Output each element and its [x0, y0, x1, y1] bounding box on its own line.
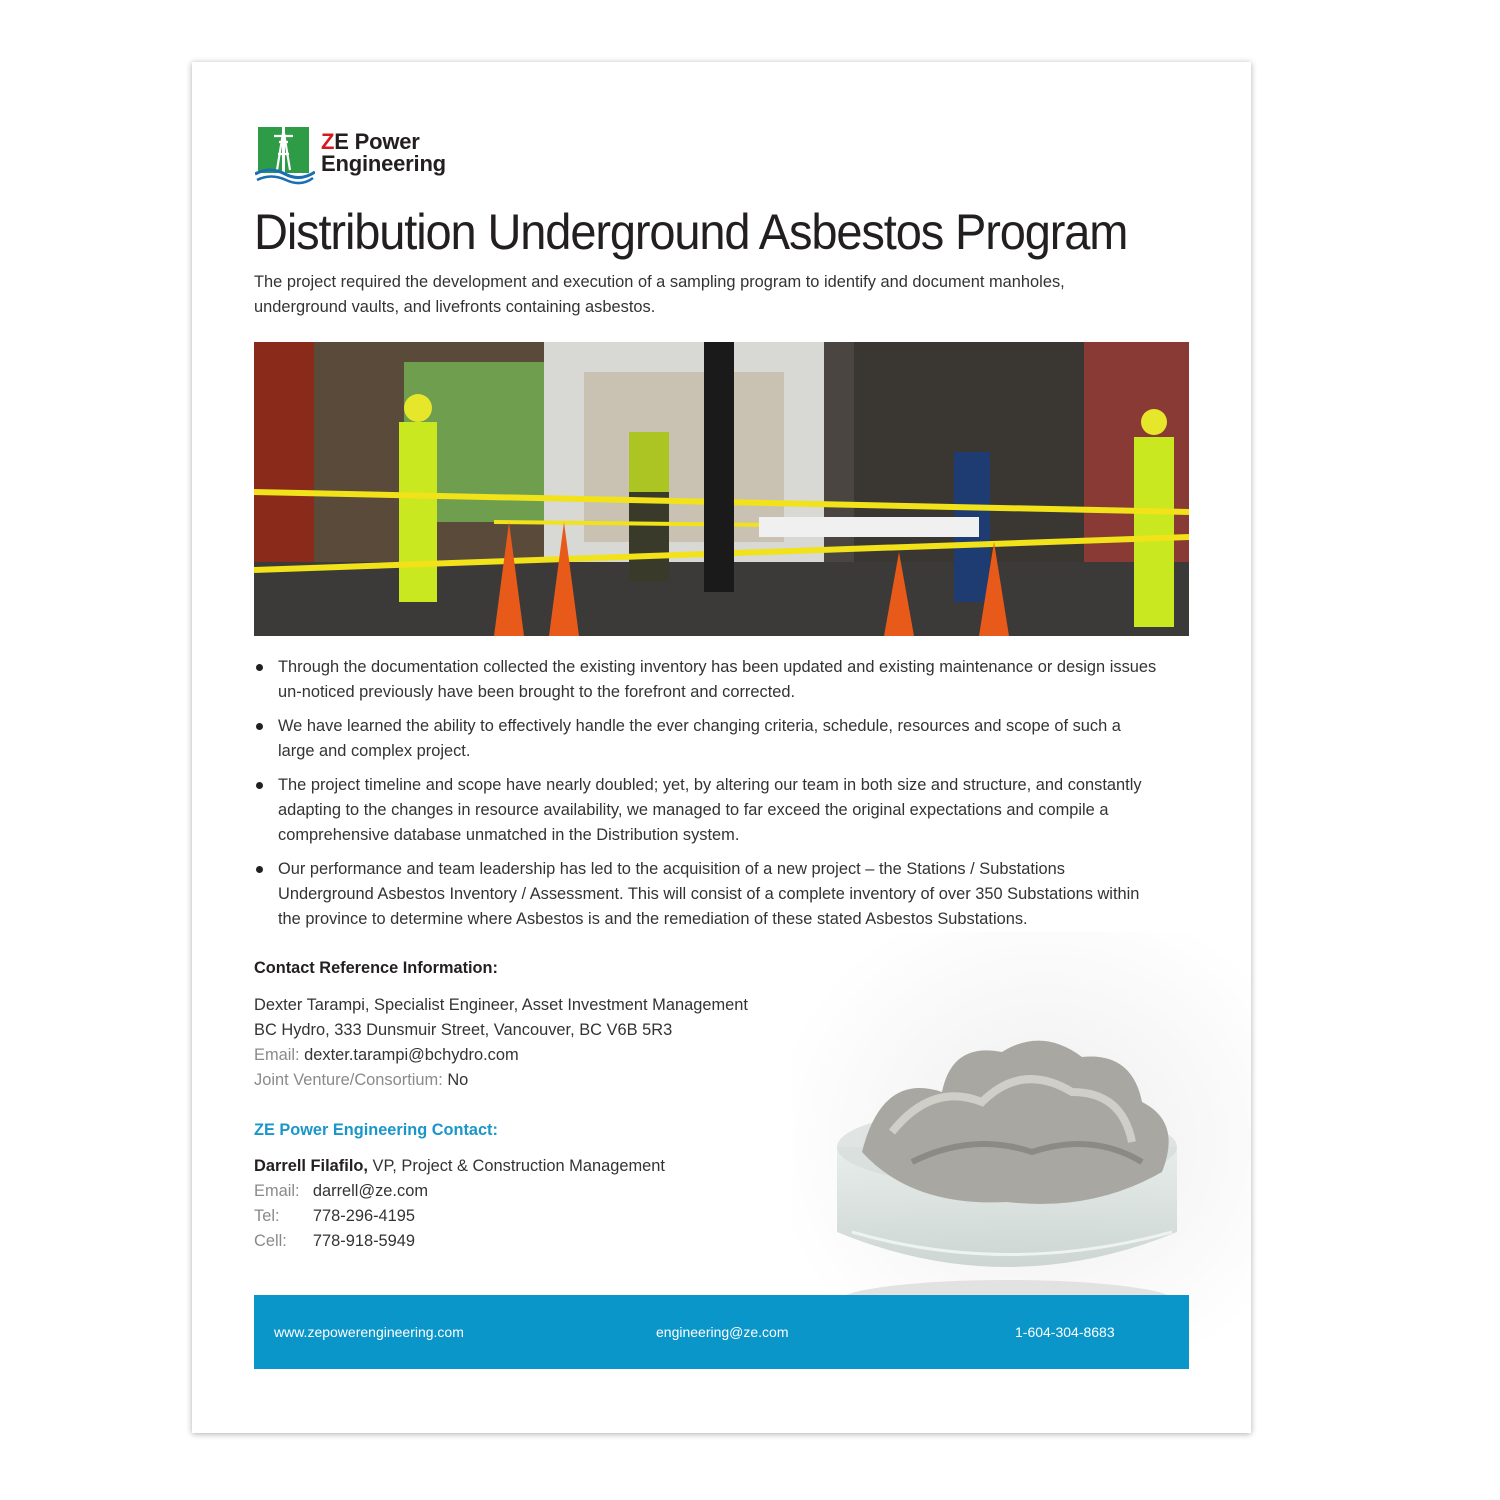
ze-email-label: Email:: [254, 1181, 300, 1200]
ze-logo: [255, 124, 515, 189]
footer-bar: [254, 1295, 1189, 1369]
reference-name-title: Dexter Tarampi, Specialist Engineer, Asset Investment Management: [254, 995, 748, 1014]
list-item: We have learned the ability to effectively handle the ever changing criteria, schedule, resources and scope of such a large and complex project.: [254, 713, 1189, 763]
reference-email[interactable]: dexter.tarampi@bchydro.com: [304, 1045, 519, 1064]
footer-email-link[interactable]: engineering@ze.com: [656, 1324, 789, 1340]
ze-contact-details: [254, 1153, 665, 1253]
list-item: Through the documentation collected the existing inventory has been updated and existing maintenance or design issues un-noticed previously have been brought to the forefront and corrected.: [254, 654, 1189, 704]
list-item: The project timeline and scope have nearly doubled; yet, by altering our team in both size and structure, and constantly adapting to the changes in resource availability, we managed to far exceed the original expectations and compile a comprehensive database unmatched in the Distribution system.: [254, 772, 1189, 847]
joint-venture-value: No: [447, 1070, 469, 1089]
joint-venture-label: Joint Venture/Consortium:: [254, 1070, 443, 1089]
footer-phone[interactable]: 1-604-304-8683: [1015, 1324, 1115, 1340]
contact-reference-heading: Contact Reference Information:: [254, 958, 498, 977]
asbestos-dish-photo: [792, 932, 1251, 1352]
ze-contact-heading: ZE Power Engineering Contact:: [254, 1120, 498, 1139]
ze-tel-label: Tel:: [254, 1206, 280, 1225]
ze-email[interactable]: darrell@ze.com: [312, 1181, 428, 1200]
bullet-icon: [256, 664, 263, 671]
ze-cell-label: Cell:: [254, 1231, 287, 1250]
logo-wordmark: ZE Power Engineering: [321, 129, 446, 176]
page-title: Distribution Underground Asbestos Program: [254, 204, 1128, 260]
tower-logo-icon: [255, 124, 315, 186]
bullet-icon: [256, 866, 263, 873]
bullet-icon: [256, 782, 263, 789]
ze-cell[interactable]: 778-918-5949: [312, 1231, 416, 1250]
footer-website-link[interactable]: www.zepowerengineering.com: [274, 1324, 464, 1340]
bullet-icon: [256, 723, 263, 730]
worksite-photo: [254, 342, 1189, 636]
ze-tel[interactable]: 778-296-4195: [312, 1206, 416, 1225]
ze-contact-role: VP, Project & Construction Management: [372, 1156, 665, 1175]
contact-reference-details: [254, 992, 748, 1092]
ze-contact-name: Darrell Filafilo,: [254, 1156, 368, 1175]
reference-email-label: Email:: [254, 1045, 300, 1064]
flyer-page: [192, 62, 1251, 1433]
list-item: Our performance and team leadership has led to the acquisition of a new project – the Stations / Substations Underground Asbestos Inventory / Assessment. This will consist of a complete inventory of over 350 Substations within the province to determine where Asbestos is and the remediation of these stated Asbestos Substations.: [254, 856, 1189, 931]
intro-paragraph: The project required the development and execution of a sampling program to identify and document manholes, underground vaults, and livefronts containing asbestos.: [254, 272, 1065, 316]
highlights-list: [254, 654, 1189, 940]
reference-address: BC Hydro, 333 Dunsmuir Street, Vancouver, BC V6B 5R3: [254, 1020, 673, 1039]
